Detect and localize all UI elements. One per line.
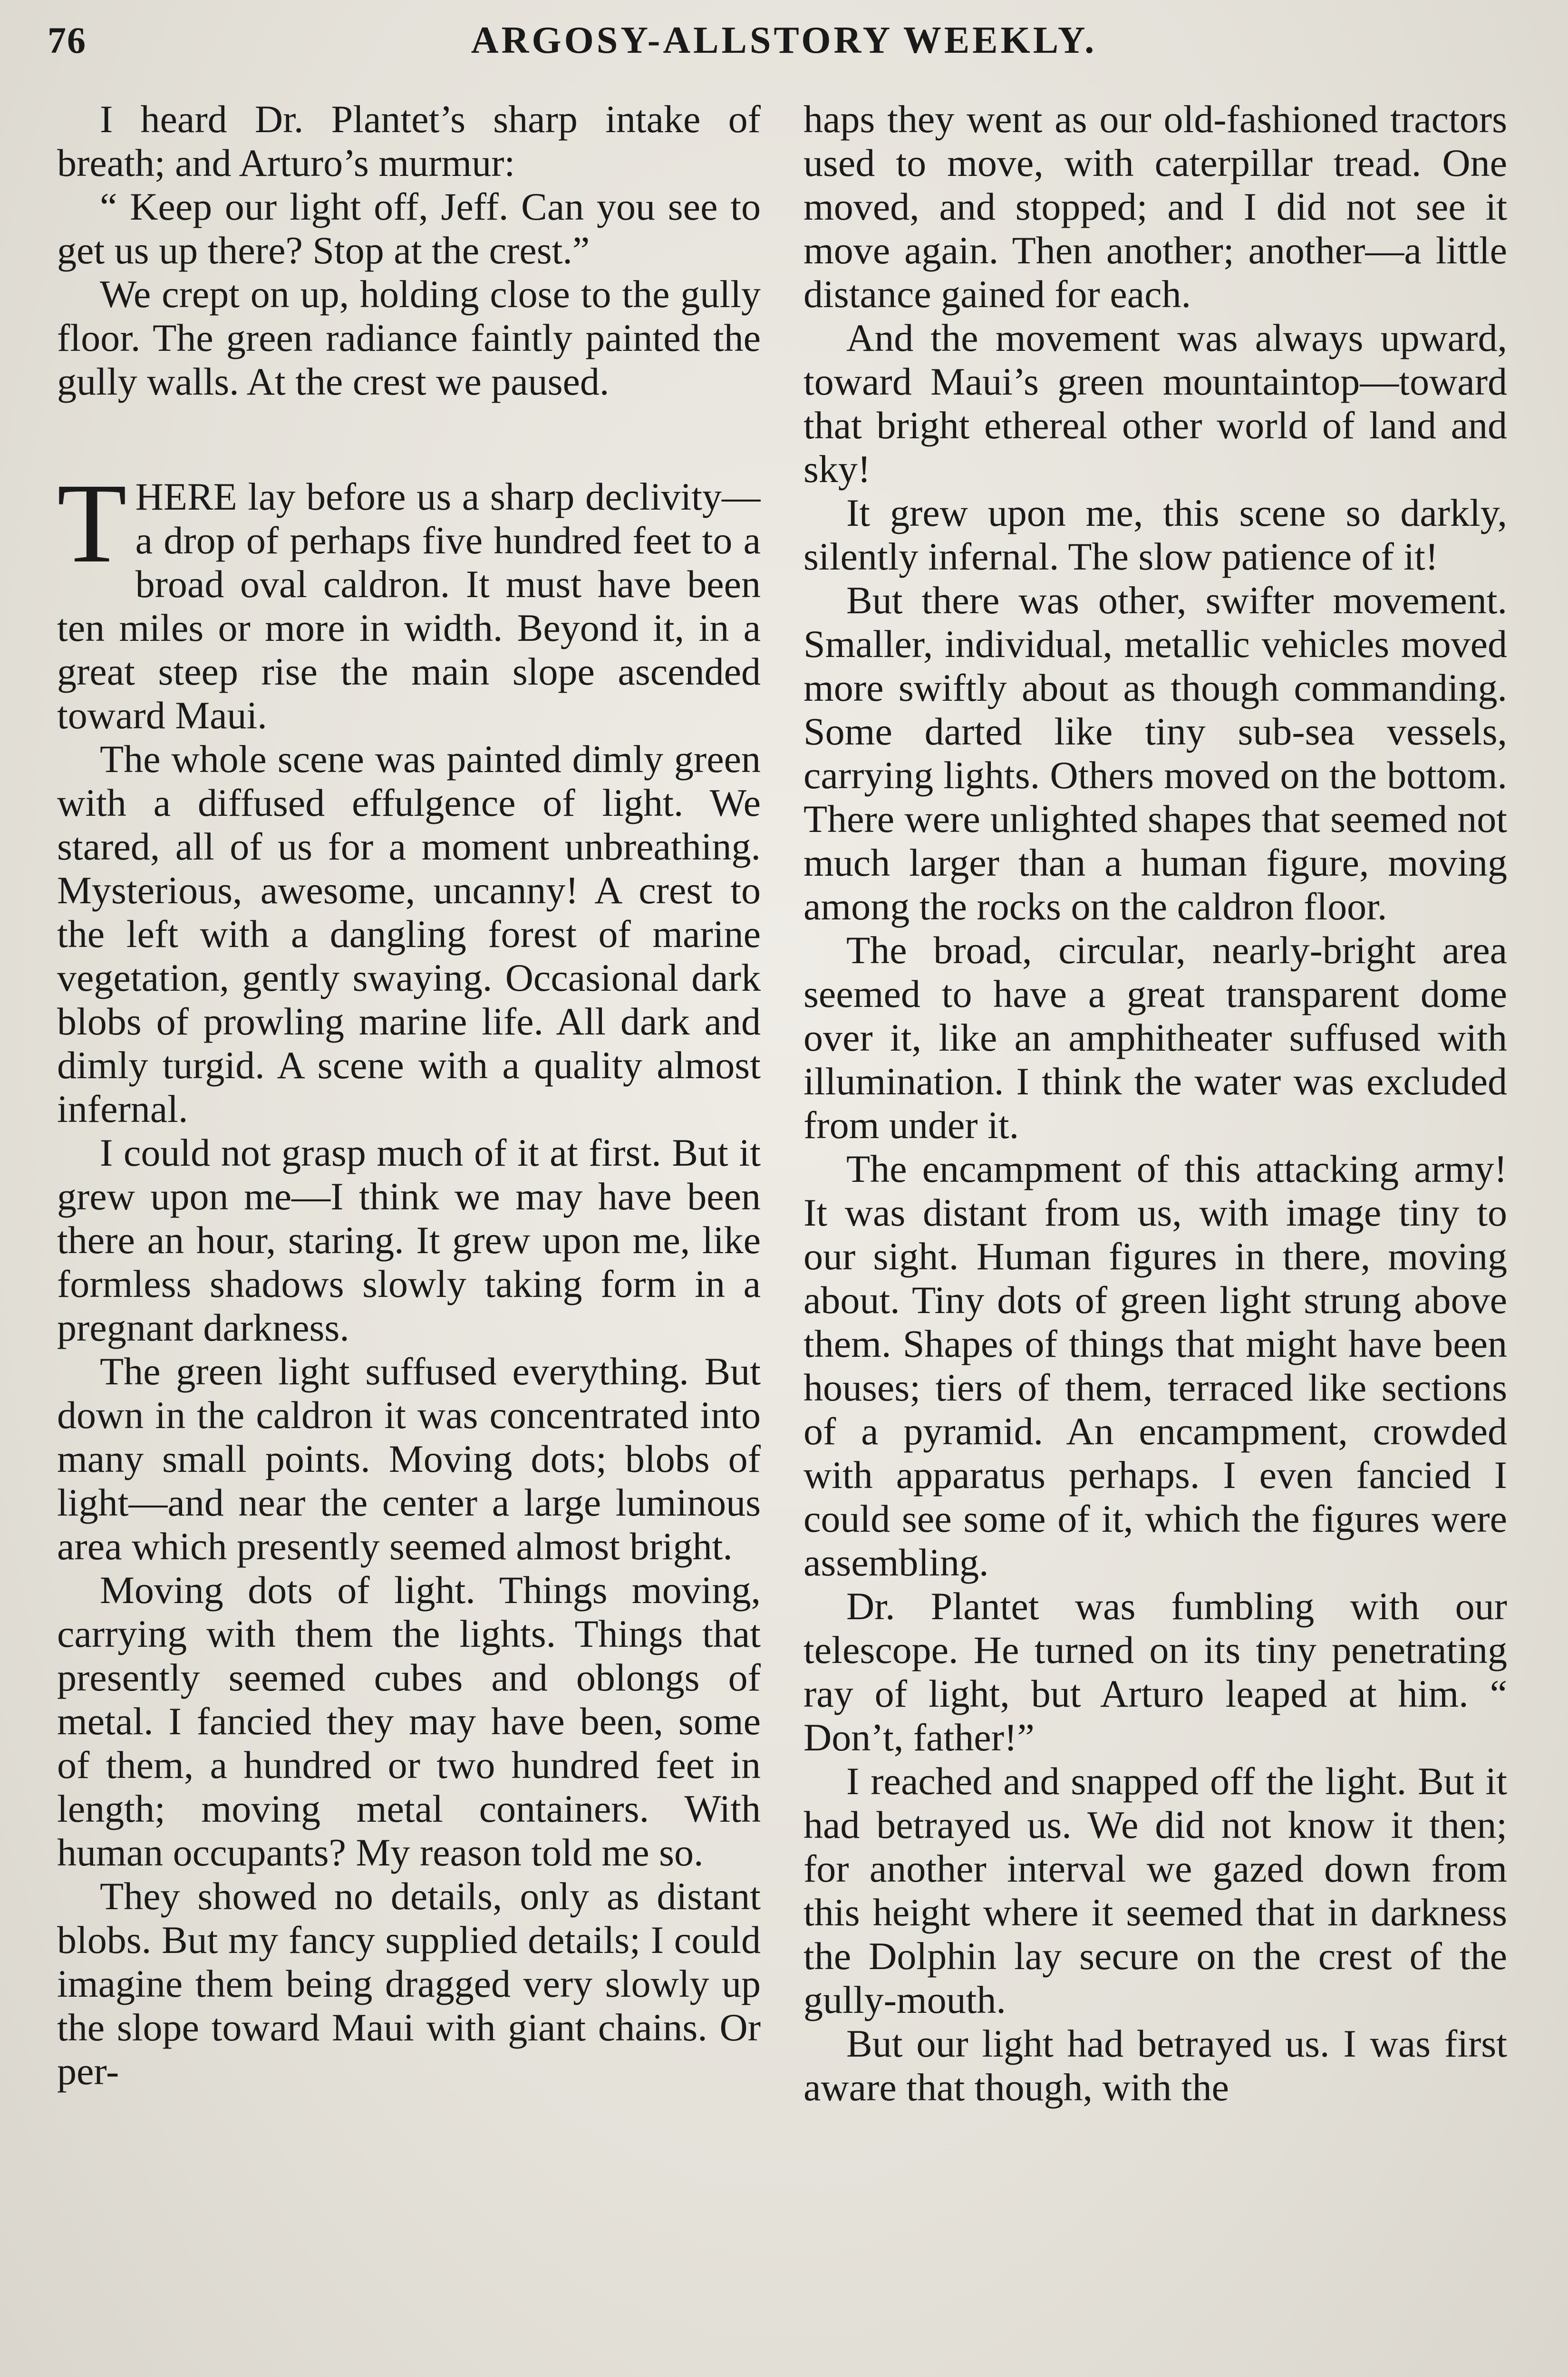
paragraph: The green light suffused everything. But down in the caldron it was concentrated into many small points. Moving dots; blobs of light—and near the center a large luminous area which presently seemed almost bright. [57,1350,761,1568]
paragraph: “ Keep our light off, Jeff. Can you see to get us up there? Stop at the crest.” [57,185,761,272]
page-number: 76 [48,19,87,61]
paragraph-continued: haps they went as our old-fashioned tractors used to move, with caterpillar tread. One moved, and stopped; and I did not see it move again. Then another; another—a little distance gained for each. [803,97,1507,316]
left-column [57,97,761,2370]
paragraph-text: HERE lay before us a sharp declivity—a drop of perhaps five hundred feet to a broad oval caldron. It must have been ten miles or more in width. Beyond it, in a great steep rise the main slope ascended toward Maui. [57,475,761,737]
paragraph: But there was other, swifter movement. Smaller, individual, metallic vehicles moved more swiftly about as though commanding. Some darted like tiny sub-sea vessels, carrying lights. Others moved on the bottom. There were unlighted shapes that seemed not much larger than a human figure, moving among the rocks on the caldron floor. [803,579,1507,928]
paragraph: But our light had betrayed us. I was first aware that though, with the [803,2022,1507,2109]
drop-cap: T [57,460,127,586]
paragraph: Dr. Plantet was fumbling with our telescope. He turned on its tiny penetrating ray of light, but Arturo leaped at him. “ Don’t, father!” [803,1585,1507,1759]
paragraph: I could not grasp much of it at first. But it grew upon me—I think we may have been there an hour, staring. It grew upon me, like formless shadows slowly taking form in a pregnant darkness. [57,1131,761,1349]
paragraph: The whole scene was painted dimly green with a diffused effulgence of light. We stared, all of us for a moment unbreathing. Mysterious, awesome, uncanny! A crest to the left with a dangling forest of marine vegetation, gently swaying. Occasional dark blobs of prowling marine life. All dark and dimly turgid. A scene with a quality almost infernal. [57,737,761,1131]
paragraph: It grew upon me, this scene so darkly, silently infernal. The slow patience of it! [803,491,1507,578]
text-columns [57,97,1526,2370]
paragraph: I heard Dr. Plantet’s sharp intake of breath; and Arturo’s murmur: [57,97,761,184]
paragraph: They showed no details, only as distant blobs. But my fancy supplied details; I could imagine them being dragged very slowly up the slope toward Maui with giant chains. Or per- [57,1875,761,2093]
right-column [803,97,1507,2370]
paragraph: And the movement was always upward, toward Maui’s green mountaintop—toward that bright ethereal other world of land and sky! [803,316,1507,491]
paragraph: The encampment of this attacking army! It was distant from us, with image tiny to our sight. Human figures in there, moving about. Tiny dots of green light strung above them. Shapes of things that might have been houses; tiers of them, terraced like sections of a pyramid. An encampment, crowded with apparatus perhaps. I even fancied I could see some of it, which the figures were assembling. [803,1147,1507,1584]
running-title: ARGOSY-ALLSTORY WEEKLY. [471,19,1097,61]
paragraph: Moving dots of light. Things moving, carrying with them the lights. Things that presently seemed cubes and oblongs of metal. I fancied they may have been, some of them, a hundred or two hundred feet in length; moving metal containers. With human occupants? My reason told me so. [57,1568,761,1874]
paragraph: The broad, circular, nearly-bright area seemed to have a great transparent dome over it, like an amphitheater suffused with illumination. I think the water was excluded from under it. [803,928,1507,1147]
paragraph: We crept on up, holding close to the gully floor. The green radiance faintly painted the gully walls. At the crest we paused. [57,272,761,403]
paragraph: I reached and snapped off the light. But it had betrayed us. We did not know it then; for another interval we gazed down from this height where it seemed that in darkness the Dolphin lay secure on the crest of the gully-mouth. [803,1759,1507,2021]
page-header [0,0,1568,95]
section-opening-paragraph [57,460,761,737]
